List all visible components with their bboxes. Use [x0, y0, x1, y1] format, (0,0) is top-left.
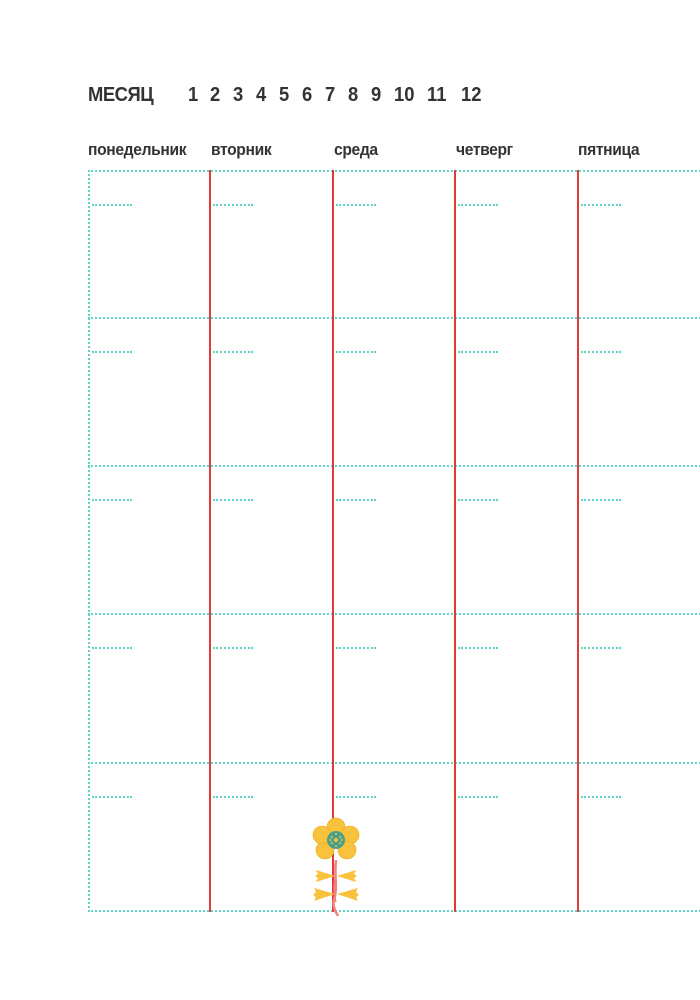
month-number-1[interactable]: 1: [188, 84, 199, 106]
month-number-12[interactable]: 12: [461, 84, 482, 106]
day-cell-monday[interactable]: [88, 465, 209, 613]
month-number-2[interactable]: 2: [210, 84, 221, 106]
day-cell-wednesday[interactable]: [332, 613, 454, 762]
month-number-5[interactable]: 5: [279, 84, 290, 106]
day-cell-tuesday[interactable]: [209, 613, 332, 762]
day-cell-wednesday[interactable]: [332, 465, 454, 613]
day-cell-friday[interactable]: [577, 170, 700, 317]
day-cell-tuesday[interactable]: [209, 170, 332, 317]
date-entry-line[interactable]: [581, 351, 621, 353]
week-divider: [88, 910, 700, 912]
day-cell-friday[interactable]: [577, 613, 700, 762]
day-cell-friday[interactable]: [577, 465, 700, 613]
month-number-11[interactable]: 11: [427, 84, 447, 106]
month-number-10[interactable]: 10: [394, 84, 415, 106]
date-entry-line[interactable]: [458, 796, 498, 798]
date-entry-line[interactable]: [92, 351, 132, 353]
day-cell-thursday[interactable]: [454, 170, 577, 317]
date-entry-line[interactable]: [458, 351, 498, 353]
day-cell-monday[interactable]: [88, 762, 209, 910]
day-cell-tuesday[interactable]: [209, 465, 332, 613]
month-number-6[interactable]: 6: [302, 84, 313, 106]
month-number-8[interactable]: 8: [348, 84, 359, 106]
day-cell-wednesday[interactable]: [332, 317, 454, 465]
date-entry-line[interactable]: [92, 499, 132, 501]
date-entry-line[interactable]: [581, 499, 621, 501]
day-header-tuesday: вторник: [211, 140, 272, 159]
day-cell-monday[interactable]: [88, 170, 209, 317]
date-entry-line[interactable]: [458, 647, 498, 649]
month-number-9[interactable]: 9: [371, 84, 382, 106]
date-entry-line[interactable]: [458, 499, 498, 501]
day-header-wednesday: среда: [334, 140, 378, 159]
day-cell-thursday[interactable]: [454, 762, 577, 910]
day-cell-wednesday[interactable]: [332, 170, 454, 317]
day-cell-monday[interactable]: [88, 317, 209, 465]
date-entry-line[interactable]: [336, 351, 376, 353]
flower-icon: [306, 816, 366, 916]
date-entry-line[interactable]: [581, 647, 621, 649]
calendar-grid: [88, 170, 700, 912]
day-header-thursday: четверг: [456, 140, 513, 159]
day-cell-tuesday[interactable]: [209, 317, 332, 465]
month-number-3[interactable]: 3: [233, 84, 244, 106]
day-cell-friday[interactable]: [577, 762, 700, 910]
date-entry-line[interactable]: [336, 796, 376, 798]
month-number-4[interactable]: 4: [256, 84, 267, 106]
date-entry-line[interactable]: [336, 204, 376, 206]
day-header-friday: пятница: [578, 140, 640, 159]
date-entry-line[interactable]: [213, 647, 253, 649]
day-cell-thursday[interactable]: [454, 465, 577, 613]
day-cell-monday[interactable]: [88, 613, 209, 762]
date-entry-line[interactable]: [581, 796, 621, 798]
date-entry-line[interactable]: [213, 499, 253, 501]
date-entry-line[interactable]: [213, 796, 253, 798]
date-entry-line[interactable]: [92, 796, 132, 798]
date-entry-line[interactable]: [92, 647, 132, 649]
month-number-7[interactable]: 7: [325, 84, 336, 106]
date-entry-line[interactable]: [336, 647, 376, 649]
month-label: МЕСЯЦ: [88, 84, 154, 106]
day-cell-thursday[interactable]: [454, 317, 577, 465]
date-entry-line[interactable]: [458, 204, 498, 206]
day-cell-thursday[interactable]: [454, 613, 577, 762]
date-entry-line[interactable]: [581, 204, 621, 206]
date-entry-line[interactable]: [92, 204, 132, 206]
date-entry-line[interactable]: [336, 499, 376, 501]
date-entry-line[interactable]: [213, 351, 253, 353]
day-cell-friday[interactable]: [577, 317, 700, 465]
day-header-monday: понедельник: [88, 140, 187, 159]
date-entry-line[interactable]: [213, 204, 253, 206]
